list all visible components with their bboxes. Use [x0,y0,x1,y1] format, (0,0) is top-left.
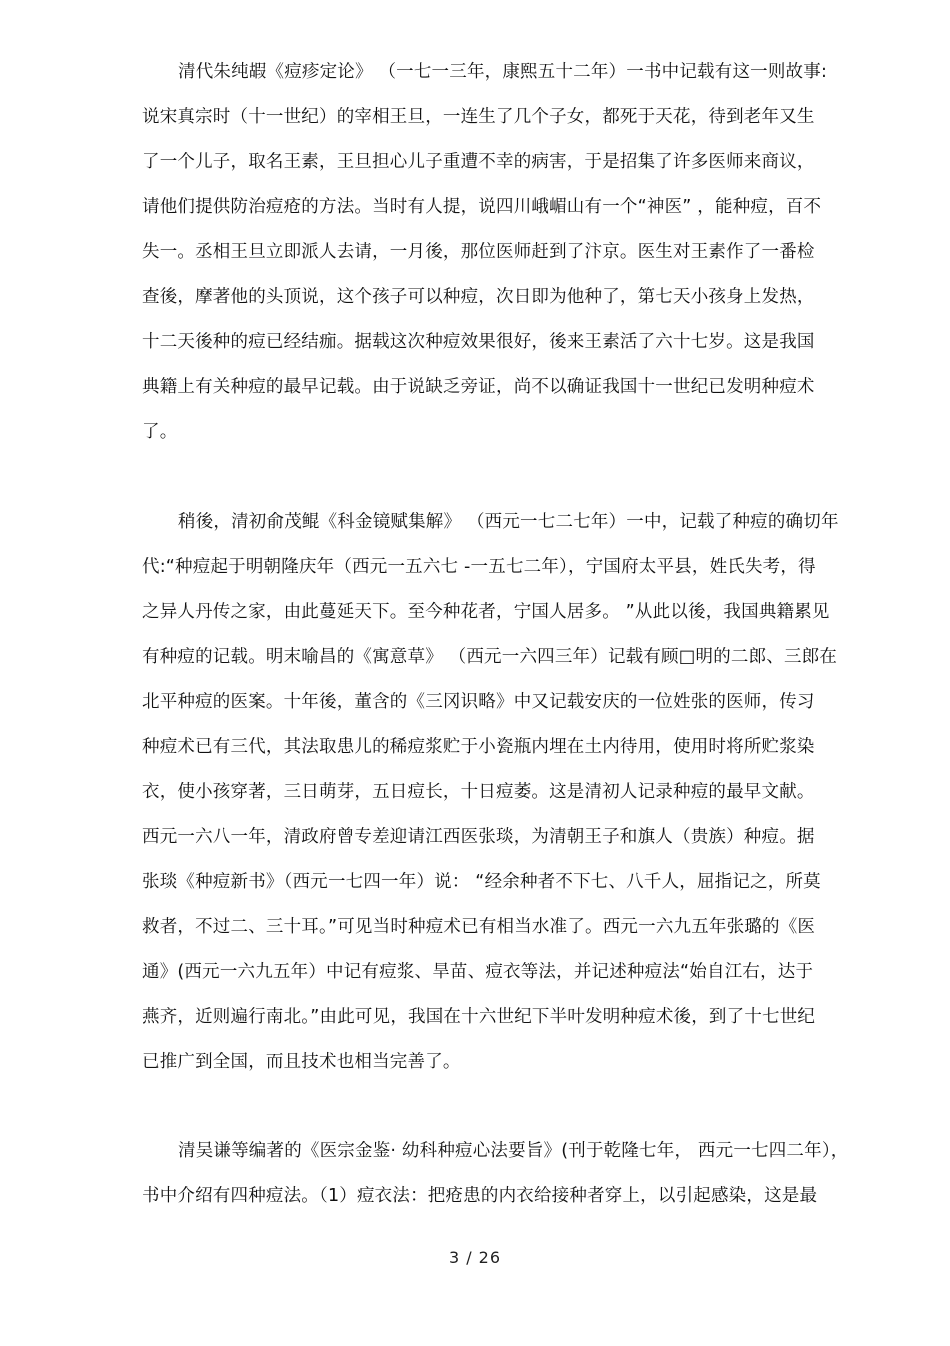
paragraph-3-line-2: 书中介绍有四种痘法。（1）痘衣法：把疮患的内衣给接种者穿上，以引起感染，这是最 [142,1186,818,1206]
paragraph-1-line-3: 了一个儿子，取名王素，王旦担心儿子重遭不幸的病害，于是招集了许多医师来商议， [142,152,815,172]
paragraph-2-line-9: 张琰《种痘新书》（西元一七四一年）说： “经余种者不下七、八千人，屈指记之，所莫 [142,872,821,892]
paragraph-2-line-11: 通》(西元一六九五年）中记有痘浆、旱苗、痘衣等法，并记述种痘法“始自江右，达于 [142,962,814,982]
paragraph-2-line-10: 救者，不过二、三十耳。”可见当时种痘术已有相当水准了。西元一六九五年张璐的《医 [142,917,816,937]
paragraph-2-line-2: 代:“种痘起于明朝隆庆年（西元一五六七 -一五七二年），宁国府太平县，姓氏失考，得 [142,557,816,577]
paragraph-1-line-9: 了。 [142,422,178,442]
paragraph-2-line-6: 种痘术已有三代，其法取患儿的稀痘浆贮于小瓷瓶内埋在土内待用，使用时将所贮浆染 [142,737,815,757]
paragraph-2-line-5: 北平种痘的医案。十年後，董含的《三冈识略》中又记载安庆的一位姓张的医师，传习 [142,692,815,712]
paragraph-2-line-1: 稍後，清初俞茂鲲《科金镜赋集解》 （西元一七二七年）一中，记载了种痘的确切年 [178,512,839,532]
page-number: 3 / 26 [448,1248,502,1267]
paragraph-2-line-13: 已推广到全国，而且技术也相当完善了。 [142,1052,461,1072]
paragraph-2-line-8: 西元一六八一年，清政府曾专差迎请江西医张琰，为清朝王子和旗人（贵族）种痘。据 [142,827,815,847]
paragraph-1-line-2: 说宋真宗时（十一世纪）的宰相王旦，一连生了几个子女，都死于天花，待到老年又生 [142,107,815,127]
paragraph-1-line-7: 十二天後种的痘已经结痂。据载这次种痘效果很好，後来王素活了六十七岁。这是我国 [142,332,815,352]
paragraph-3-line-1: 清吴谦等编著的《医宗金鉴· 幼科种痘心法要旨》(刊于乾隆七年， 西元一七四二年）， [178,1141,849,1161]
paragraph-2-line-12: 燕齐，近则遍行南北。”由此可见，我国在十六世纪下半叶发明种痘术後，到了十七世纪 [142,1007,816,1027]
paragraph-2-line-7: 衣，使小孩穿著，三日萌芽，五日痘长，十日痘萎。这是清初人记录种痘的最早文献。 [142,782,815,802]
paragraph-2-line-3: 之异人丹传之家，由此蔓延天下。至今种花者，宁国人居多。 ”从此以後，我国典籍累见 [142,602,830,622]
paragraph-2-line-4: 有种痘的记载。明末喻昌的《寓意草》 （西元一六四三年）记载有顾□明的二郎、三郎在 [142,647,838,667]
paragraph-1-line-8: 典籍上有关种痘的最早记载。由于说缺乏旁证，尚不以确证我国十一世纪已发明种痘术 [142,377,815,397]
paragraph-1-line-5: 失一。丞相王旦立即派人去请，一月後，那位医师赶到了汴京。医生对王素作了一番检 [142,242,815,262]
paragraph-1-line-1: 清代朱纯嘏《痘疹定论》 （一七一三年，康熙五十二年）一书中记载有这一则故事: [178,62,828,82]
paragraph-1-line-4: 请他们提供防治痘疮的方法。当时有人提，说四川峨嵋山有一个“神医” ，能种痘，百不 [142,197,822,217]
paragraph-1-line-6: 查後，摩著他的头顶说，这个孩子可以种痘，次日即为他种了，第七天小孩身上发热， [142,287,815,307]
